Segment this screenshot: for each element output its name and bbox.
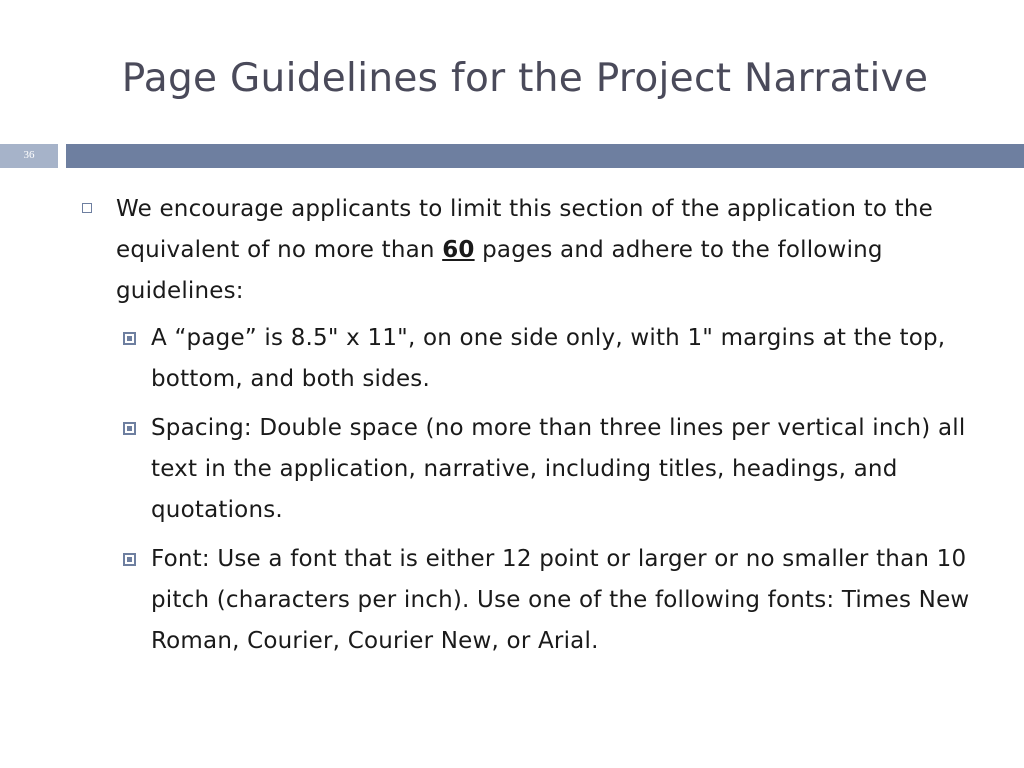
slide-title: Page Guidelines for the Project Narrative	[121, 56, 929, 101]
bullet-intro	[78, 189, 978, 312]
bullet-spacing	[78, 408, 978, 531]
slide-number-box	[0, 144, 58, 168]
filled-square-bullet-icon	[123, 553, 136, 566]
slide-number: 36	[23, 149, 35, 161]
intro-text-before: We encourage applicants to limit this section of the application to the equivalent of no more than	[116, 196, 933, 263]
page-limit-value: 60	[442, 237, 475, 263]
header-bar	[66, 144, 1024, 168]
hollow-square-bullet-icon	[82, 203, 92, 213]
slide-content	[78, 189, 978, 670]
bullet-font-text: Font: Use a font that is either 12 point or larger or no smaller than 10 pitch (characters per inch). Use one of the following fonts: Times New Roman, Courier, Courier New, or Arial.	[151, 546, 970, 654]
bullet-page-size	[78, 318, 978, 400]
bullet-spacing-text: Spacing: Double space (no more than three lines per vertical inch) all text in the application, narrative, including titles, headings, and quotations.	[151, 415, 966, 523]
intro-text-after: pages and adhere to the following guidelines:	[116, 237, 883, 304]
filled-square-bullet-icon	[123, 422, 136, 435]
bullet-font	[78, 539, 978, 662]
bullet-page-size-text: A “page” is 8.5" x 11", on one side only, with 1" margins at the top, bottom, and both sides.	[151, 325, 946, 392]
filled-square-bullet-icon	[123, 332, 136, 345]
